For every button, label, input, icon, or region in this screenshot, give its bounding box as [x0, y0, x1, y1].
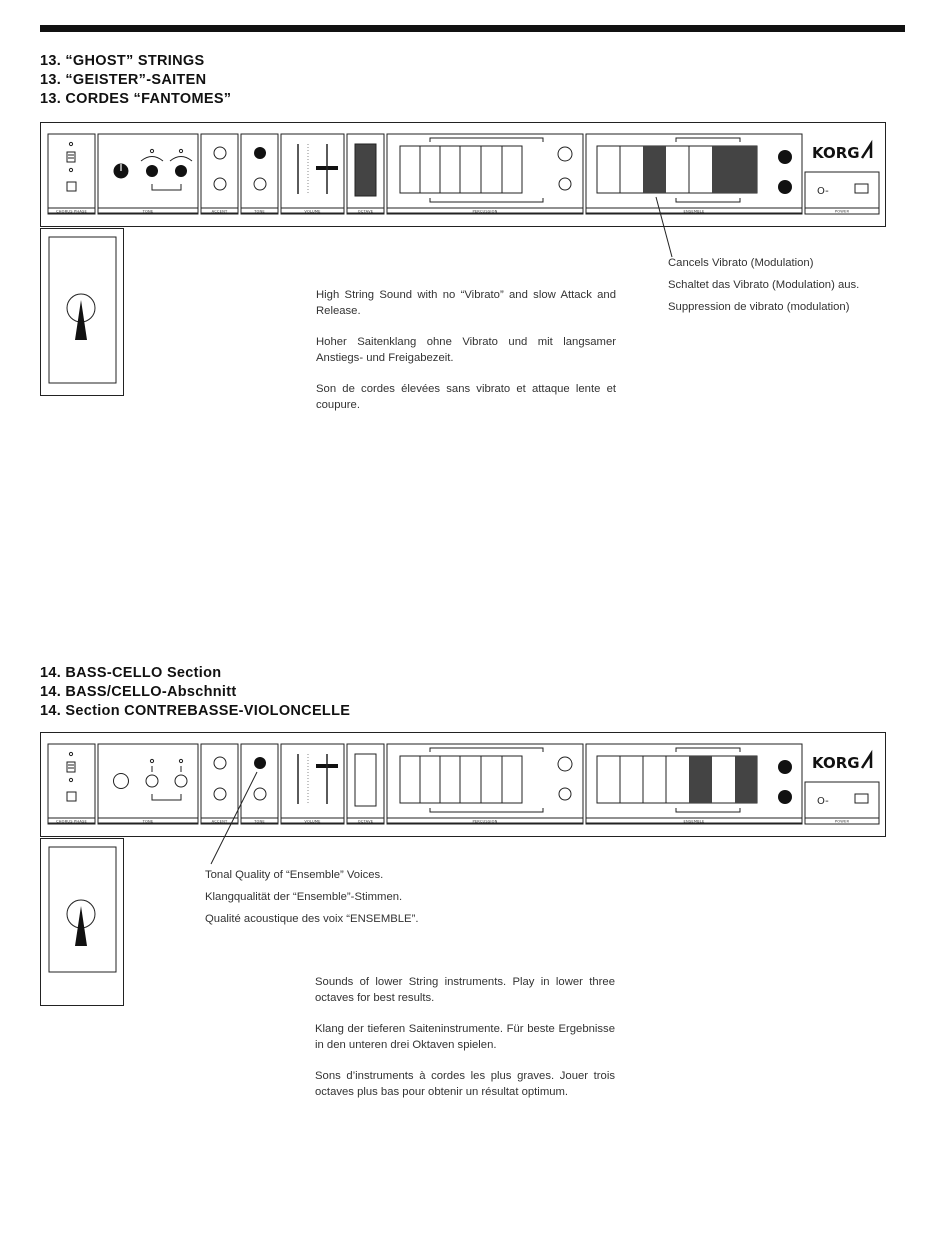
panel-diagram-13 [40, 122, 886, 227]
callout-line-14 [205, 768, 265, 868]
label-accent: ACCENT [211, 209, 228, 214]
section-13-callout-de: Schaltet das Vibrato (Modulation) aus. [668, 279, 860, 291]
section-13-description-fr: Son de cordes élevées sans vibrato et attaque lente et coupure. [316, 383, 616, 411]
knob-zoom-icon [40, 228, 125, 398]
label-tone-2-14: TONE [254, 819, 265, 824]
section-14-title-de: 14. BASS/CELLO-Abschnitt [40, 684, 237, 700]
section-13-title-fr: 13. CORDES “FANTOMES” [40, 91, 232, 107]
section-14-description [315, 974, 615, 1115]
section-13-description [316, 287, 616, 428]
section-13-heading [40, 52, 231, 109]
section-14-description-fr: Sons d’instruments à cordes les plus graves. Jouer trois octaves plus bas pour obtenir un résultat optimum. [315, 1070, 615, 1098]
power-symbol-off-14: O- [817, 796, 829, 807]
label-ensemble: ENSEMBLE [683, 209, 705, 214]
label-tone: TONE [142, 209, 154, 214]
section-14-callout-en: Tonal Quality of “Ensemble” Voices. [205, 869, 384, 881]
label-octave-14: OCTAVE [357, 819, 374, 824]
section-13-description-de: Hoher Saitenklang ohne Vibrato und mit langsamer Anstiegs- und Freigabezeit. [316, 336, 616, 364]
panel-diagram-14 [40, 732, 886, 837]
section-14-heading [40, 664, 350, 721]
korg-logo-icon: KORG [812, 754, 860, 772]
label-tone-14: TONE [142, 819, 154, 824]
section-13-callout-fr: Suppression de vibrato (modulation) [668, 301, 850, 313]
section-13-callout [668, 252, 859, 318]
label-chorus-phase-14: CHORUS PHASE [56, 819, 87, 824]
section-13-title-de: 13. “GEISTER”-SAITEN [40, 72, 207, 88]
label-tone-2: TONE [254, 209, 265, 214]
label-ensemble-14: ENSEMBLE [683, 819, 705, 824]
section-13-title-en: 13. “GHOST” STRINGS [40, 53, 205, 69]
label-volume: VOLUME [304, 209, 321, 214]
section-13-description-en: High String Sound with no “Vibrato” and slow Attack and Release. [316, 289, 616, 317]
section-14-callout-de: Klangqualität der “Ensemble”-Stimmen. [205, 891, 403, 903]
section-14-panel [40, 732, 886, 837]
section-14-callout [205, 864, 418, 930]
label-volume-14: VOLUME [304, 819, 321, 824]
korg-logo-icon: KORG [812, 144, 860, 162]
section-14-title-en: 14. BASS-CELLO Section [40, 665, 222, 681]
section-13-callout-en: Cancels Vibrato (Modulation) [668, 257, 814, 269]
top-rule [40, 25, 905, 32]
section-14-callout-fr: Qualité acoustique des voix “ENSEMBLE”. [205, 913, 419, 925]
label-percussion: PERCUSSION [472, 209, 498, 214]
label-percussion-14: PERCUSSION [472, 819, 498, 824]
power-symbol-off: O- [817, 186, 829, 197]
section-14-title-fr: 14. Section CONTREBASSE-VIOLONCELLE [40, 703, 351, 719]
label-power-14: POWER [834, 819, 850, 824]
section-13-panel [40, 122, 886, 227]
label-chorus-phase: CHORUS PHASE [56, 209, 87, 214]
knob-zoom-icon [40, 838, 125, 1008]
section-14-description-de: Klang der tieferen Saiteninstrumente. Für beste Ergebnisse in den unteren drei Oktaven spielen. [315, 1023, 615, 1051]
label-octave: OCTAVE [357, 209, 374, 214]
label-accent-14: ACCENT [211, 819, 228, 824]
label-power: POWER [834, 209, 850, 214]
section-14-description-en: Sounds of lower String instruments. Play in lower three octaves for best results. [315, 976, 615, 1004]
